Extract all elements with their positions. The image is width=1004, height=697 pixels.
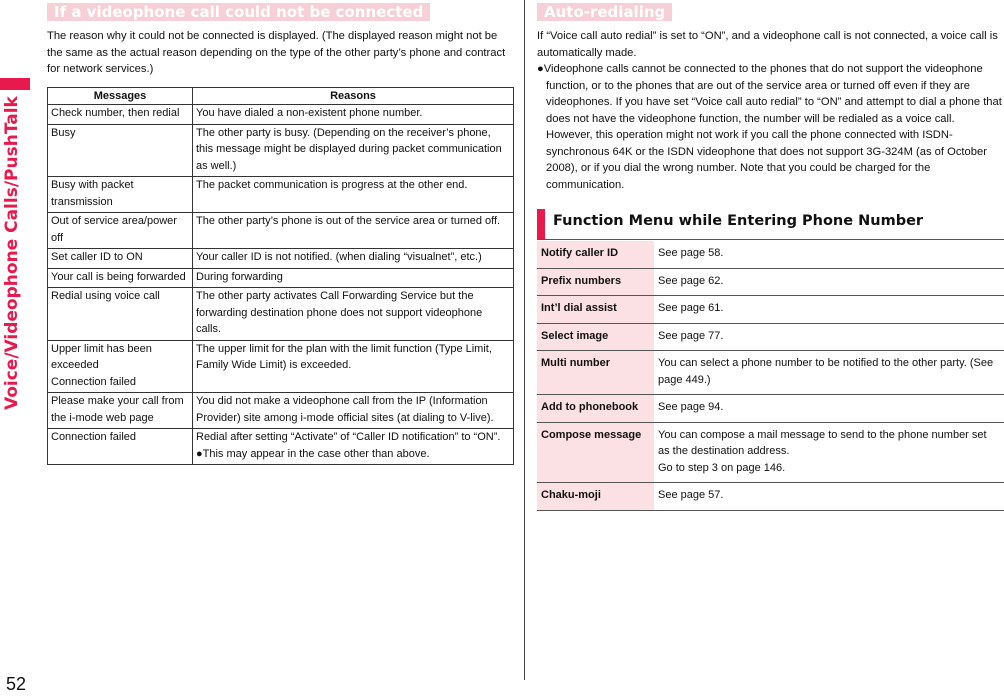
table-row: [48, 268, 514, 288]
reason-cell: During forwarding: [193, 268, 514, 288]
function-menu-item-description: See page 94.: [654, 395, 1004, 423]
function-menu-item-label: Notify caller ID: [537, 241, 654, 268]
table-row: [48, 124, 514, 177]
reason-cell: The other party’s phone is out of the service area or turned off.: [193, 213, 514, 249]
message-cell: Set caller ID to ON: [48, 249, 193, 269]
table-header-row: [48, 87, 514, 105]
function-menu-row: [537, 268, 1004, 296]
page-number: 52: [6, 674, 27, 694]
message-cell: Busy: [48, 124, 193, 177]
section-heading-auto-redialing: Auto-redialing: [537, 3, 672, 21]
function-menu-table: [537, 241, 1004, 511]
function-menu-row: [537, 296, 1004, 324]
table-row: [48, 177, 514, 213]
reason-cell: The packet communication is progress at the other end.: [193, 177, 514, 213]
function-menu-header: [537, 209, 1004, 240]
table-row: [48, 213, 514, 249]
table-row: [48, 105, 514, 125]
message-cell: Upper limit has been exceeded Connection failed: [48, 340, 193, 393]
function-menu-item-label: Prefix numbers: [537, 268, 654, 296]
reason-cell: You have dialed a non-existent phone number.: [193, 105, 514, 125]
function-menu-item-label: Multi number: [537, 351, 654, 395]
message-cell: Connection failed: [48, 429, 193, 465]
message-cell: Redial using voice call: [48, 288, 193, 341]
message-cell: Busy with packet transmission: [48, 177, 193, 213]
function-menu-item-description: See page 61.: [654, 296, 1004, 324]
right-column: [537, 0, 1004, 511]
reason-cell: Your caller ID is not notified. (when dialing “visualnet”, etc.): [193, 249, 514, 269]
header-messages: Messages: [48, 87, 193, 105]
section-heading-connection-failed: If a videophone call could not be connected: [47, 3, 430, 21]
message-cell: Out of service area/power off: [48, 213, 193, 249]
reasons-table: [47, 87, 514, 466]
function-menu-item-label: Compose message: [537, 422, 654, 483]
table-row: [48, 288, 514, 341]
header-reasons: Reasons: [193, 87, 514, 105]
message-cell: Please make your call from the i-mode web page: [48, 393, 193, 429]
function-menu-item-description: See page 57.: [654, 483, 1004, 511]
function-menu-row: [537, 483, 1004, 511]
reason-cell: You did not make a videophone call from the IP (Information Provider) site among i-mode official sites (at dialing to V-live).: [193, 393, 514, 429]
function-menu-row: [537, 422, 1004, 483]
function-menu-item-description: See page 62.: [654, 268, 1004, 296]
table-row: [48, 393, 514, 429]
message-cell: Your call is being forwarded: [48, 268, 193, 288]
reason-cell: The other party activates Call Forwarding Service but the forwarding destination phone does not support videophone calls.: [193, 288, 514, 341]
reason-cell: Redial after setting “Activate” of “Caller ID notification” to “ON”. ●This may appear in the case other than above.: [193, 429, 514, 465]
message-cell: Check number, then redial: [48, 105, 193, 125]
side-tab-marker: [0, 78, 30, 90]
function-menu-accent-bar: [537, 209, 545, 239]
side-section-title: Voice/Videophone Calls/PushTalk: [2, 96, 22, 410]
function-menu-title: Function Menu while Entering Phone Number: [553, 213, 924, 229]
function-menu-row: [537, 395, 1004, 423]
function-menu-item-label: Int’l dial assist: [537, 296, 654, 324]
function-menu-row: [537, 323, 1004, 351]
function-menu-row: [537, 351, 1004, 395]
function-menu-item-label: Select image: [537, 323, 654, 351]
left-column: [47, 0, 514, 465]
function-menu-item-label: Chaku-moji: [537, 483, 654, 511]
function-menu-item-description: You can compose a mail message to send to the phone number set as the destination address. Go to step 3 on page 146.: [654, 422, 1004, 483]
function-menu-item-description: See page 77.: [654, 323, 1004, 351]
function-menu-item-description: See page 58.: [654, 241, 1004, 268]
reason-cell: The other party is busy. (Depending on the receiver’s phone, this message might be displayed during packet communication as well.): [193, 124, 514, 177]
column-divider: [524, 0, 525, 680]
function-menu-row: [537, 241, 1004, 268]
reason-cell: The upper limit for the plan with the limit function (Type Limit, Family Wide Limit) is exceeded.: [193, 340, 514, 393]
function-menu-item-description: You can select a phone number to be notified to the other party. (See page 449.): [654, 351, 1004, 395]
table-row: [48, 340, 514, 393]
auto-redial-intro: If “Voice call auto redial” is set to “ON”, and a videophone call is not connected, a voice call is automatically made.: [537, 30, 998, 59]
auto-redial-note: ●Videophone calls cannot be connected to the phones that do not support the videophone function, or to the phones that are out of the service area or turned off even if they are videophones. If you have set “Voice call auto redial” to “ON” and attempt to dial a phone that does not have the videophone function, the number will be redialed as a voice call. However, this operation might not work if you call the phone connected with ISDN-synchronous 64K or the ISDN videophone that does not support 3G-324M (as of October 2008), or if you dial the wrong number. Note that you could be charged for the communication.: [537, 63, 1002, 191]
intro-text: The reason why it could not be connected is displayed. (The displayed reason might not be the same as the actual reason depending on the type of the other party’s phone and contract for network services.): [47, 30, 506, 75]
table-row: [48, 429, 514, 465]
function-menu-item-label: Add to phonebook: [537, 395, 654, 423]
table-row: [48, 249, 514, 269]
